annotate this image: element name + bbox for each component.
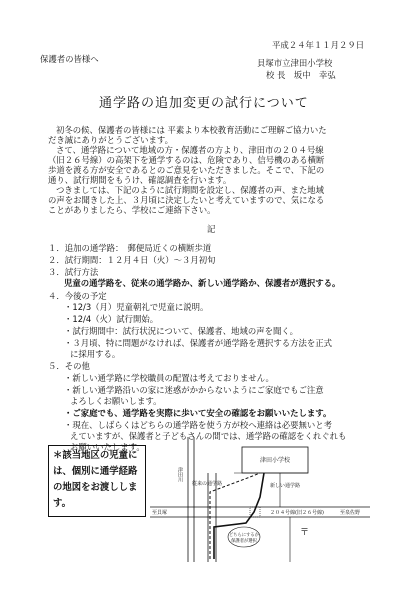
notice-box	[48, 445, 146, 517]
school-name: 貝塚市立津田小学校	[257, 58, 333, 68]
principal-name: 校 長 坂中 幸弘	[266, 70, 336, 80]
item-4: ４．今後の予定	[48, 291, 107, 301]
map-choice-label-2: 保護者が選択	[231, 539, 257, 544]
notice-line: は、個別に通学経路	[53, 466, 138, 477]
item-4-c: ・試行期間中：試行状況について、保護者、地域の声を聞く。	[64, 326, 298, 336]
item-3: ３．試行方法	[48, 267, 99, 277]
map-new-route-label: 新しい通学路	[270, 483, 301, 489]
intro-line: さて、通学路について地域の方・保護者の方より、津田市の２０４号線	[56, 145, 324, 155]
intro-line: 歩道を渡る方が安全であるとのご意見をいただきました。そこで、下記の	[48, 165, 325, 175]
item-5-d-cont: えていますが、保護者と子どもさんの間では、通学路の確認をくれぐれも	[70, 431, 347, 441]
notice-line: ＊該当地区の児童に	[53, 450, 138, 461]
intro-line: だき誠にありがとうございます。	[48, 135, 173, 145]
map-choice-label: どちらにするか	[228, 533, 260, 538]
item-4-d: ・３月頃、特に問題がなければ、保護者が通学路を選択する方法を正式	[64, 338, 332, 348]
item-5: ５．その他	[48, 361, 90, 371]
post-office-icon: 〒	[300, 528, 310, 538]
intro-line: の声をお聞きした上、３月頃に決定したいと考えていますので、気になる	[48, 195, 325, 205]
ki-heading: 記	[207, 224, 216, 234]
map-old-route-label: 従来の通学路	[192, 481, 223, 487]
intro-line: （旧２６号線）の高架下を通学するのは、危険であり、信号機のある横断	[48, 155, 325, 165]
item-4-b: ・12/4（火）試行開始。	[64, 314, 159, 324]
item-5-b: ・新しい通学路沿いの家に迷惑がかからないようにご家庭でもご注意	[64, 385, 324, 395]
item-5-b-cont: よろしくお願いします。	[70, 396, 162, 406]
item-5-d-cont: お願いいたします。	[70, 442, 145, 452]
map-station-right: 至泉佐野	[340, 510, 361, 516]
item-5-a: ・新しい通学路に学校職員の配置は考えておりません。	[64, 373, 274, 383]
map-school-label: 津田小学校	[259, 457, 291, 464]
intro-line: 初冬の候、保護者の皆様には 平素より本校教育活動にご理解ご協力いた	[56, 125, 327, 135]
page-title: 通学路の追加変更の試行について	[99, 96, 309, 111]
item-5-c: ・ご家庭でも、通学路を実際に歩いて安全の確認をお願いいたします。	[64, 408, 332, 418]
notice-line: の地図をお渡ししま	[53, 482, 138, 493]
intro-line: 通り、試行期間をもうけ、確認調査を行います。	[48, 175, 232, 185]
recipient: 保護者の皆様へ	[40, 54, 99, 64]
item-1: １．追加の通学路： 郵便局近くの横断歩道	[48, 243, 212, 253]
item-4-a: ・12/3（月）児童朝礼で児童に説明。	[64, 302, 209, 312]
intro-line: ことがありましたら、学校にご連絡下さい。	[48, 205, 216, 215]
item-2: ２．試行期間：１２月４日（火）～３月初旬	[48, 255, 216, 265]
map-road-label: ２０４号線(旧２６号線)	[270, 510, 324, 516]
document-date: 平成２４年１１月２９日	[272, 40, 365, 50]
map-station-left: 至貝塚	[152, 510, 168, 516]
item-5-d: ・現在、しばらくはどちらの通学路を使う方が校へ連絡は必要無いと考	[64, 420, 332, 430]
item-4-d-cont: に採用する。	[70, 349, 121, 359]
notice-line: す。	[53, 498, 71, 509]
map-river-label: 津田川	[177, 467, 183, 482]
intro-line: つきましては、下記のように試行期間を設定し、保護者の声、また地域	[56, 185, 324, 195]
item-3-method: 児童の通学路を、従来の通学路か、新しい通学路か、保護者が選択する。	[64, 278, 341, 288]
route-map	[150, 437, 370, 562]
